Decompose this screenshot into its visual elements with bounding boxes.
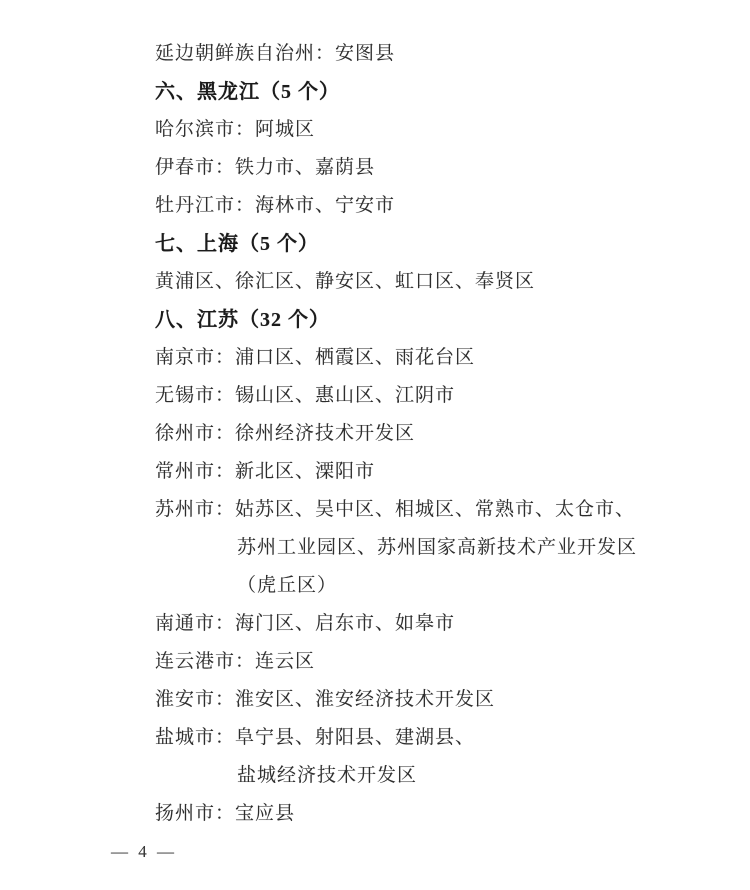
entry-line: （虎丘区） (237, 575, 338, 596)
entry-line: 扬州市：宝应县 (155, 803, 296, 824)
document-body (155, 35, 715, 833)
entry-line: 延边朝鲜族自治州：安图县 (155, 43, 396, 64)
entry-line: 常州市：新北区、溧阳市 (155, 461, 376, 482)
entry-line: 苏州市：姑苏区、吴中区、相城区、常熟市、太仓市、 (155, 499, 636, 520)
entry-line: 淮安市：淮安区、淮安经济技术开发区 (155, 689, 496, 710)
page-number: — 4 — (111, 842, 177, 861)
entry-line: 黄浦区、徐汇区、静安区、虹口区、奉贤区 (155, 271, 536, 292)
entry-line: 伊春市：铁力市、嘉荫县 (155, 157, 376, 178)
entry-line: 无锡市：锡山区、惠山区、江阴市 (155, 385, 456, 406)
section-heading: 八、江苏（32 个） (155, 309, 330, 331)
entry-line: 南京市：浦口区、栖霞区、雨花台区 (155, 347, 476, 368)
entry-line: 徐州市：徐州经济技术开发区 (155, 423, 416, 444)
entry-line: 哈尔滨市：阿城区 (155, 119, 316, 140)
entry-line: 盐城经济技术开发区 (237, 765, 418, 786)
entry-line: 牡丹江市：海林市、宁安市 (155, 195, 396, 216)
entry-line: 盐城市：阜宁县、射阳县、建湖县、 (155, 727, 476, 748)
entry-line: 连云港市：连云区 (155, 651, 316, 672)
section-heading: 七、上海（5 个） (155, 233, 319, 255)
entry-line: 苏州工业园区、苏州国家高新技术产业开发区 (237, 537, 638, 558)
section-heading: 六、黑龙江（5 个） (155, 81, 340, 103)
entry-line: 南通市：海门区、启东市、如皋市 (155, 613, 456, 634)
